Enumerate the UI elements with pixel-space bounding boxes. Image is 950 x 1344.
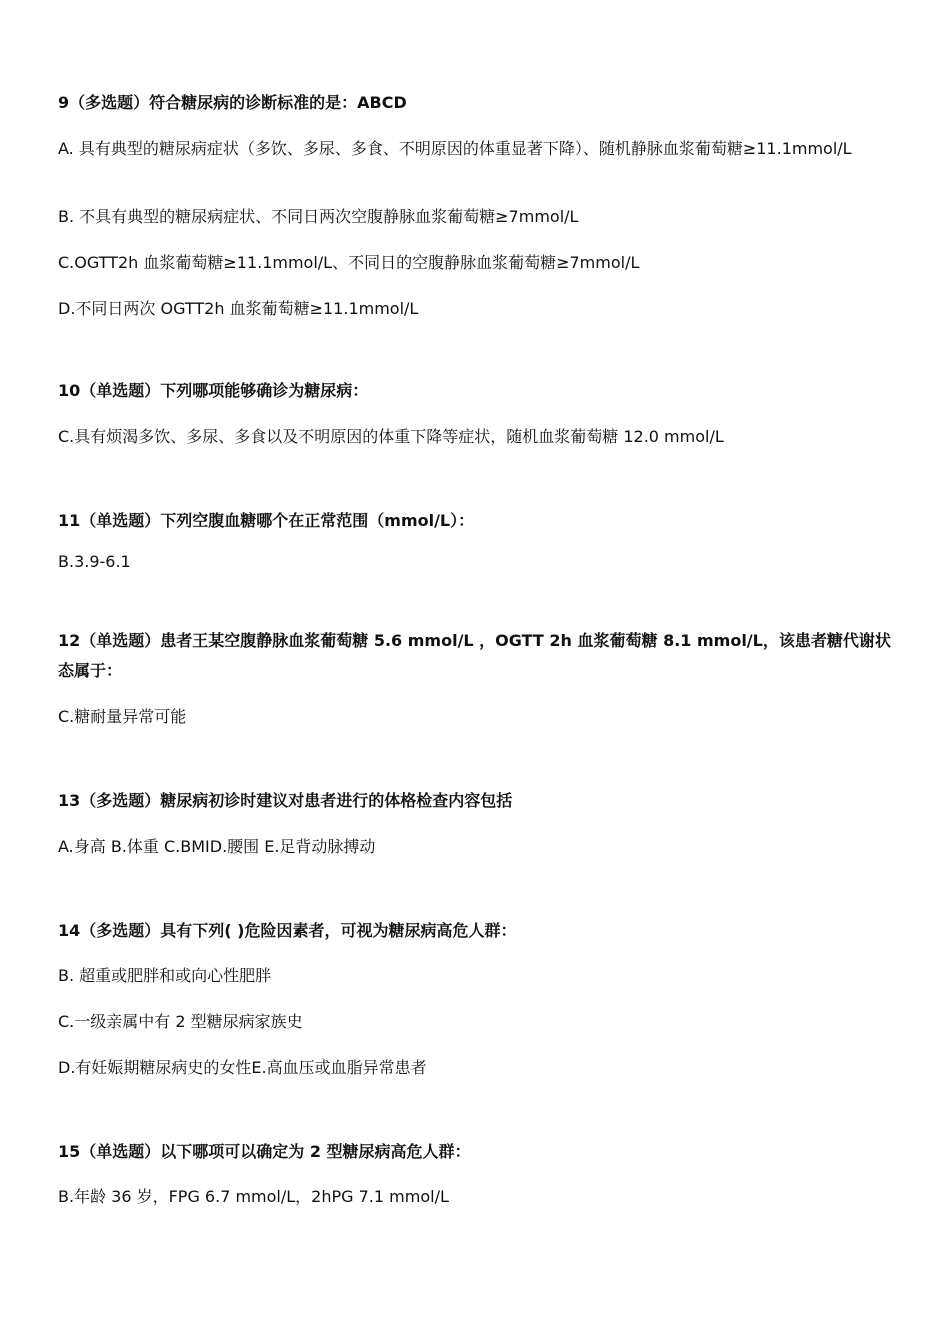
question-13 xyxy=(58,786,900,856)
option-d: D.不同日两次 OGTT2h 血浆葡萄糖≥11.1mmol/L xyxy=(58,299,419,318)
answer-option: C.糖耐量异常可能 xyxy=(58,707,187,726)
question-14 xyxy=(58,916,900,1077)
answer-option: C.具有烦渴多饮、多尿、多食以及不明原因的体重下降等症状，随机血浆葡萄糖 12.0 mmol/L xyxy=(58,427,724,446)
question-9 xyxy=(58,88,900,318)
question-12 xyxy=(58,626,900,726)
option-c: C.一级亲属中有 2 型糖尿病家族史 xyxy=(58,1012,303,1031)
option-b: B. 不具有典型的糖尿病症状、不同日两次空腹静脉血浆葡萄糖≥7mmol/L xyxy=(58,207,579,226)
answer-option: A.身高 B.体重 C.BMID.腰围 E.足背动脉搏动 xyxy=(58,837,376,856)
question-title: 15（单选题）以下哪项可以确定为 2 型糖尿病高危人群： xyxy=(58,1142,471,1161)
answer-option: B.年龄 36 岁，FPG 6.7 mmol/L，2hPG 7.1 mmol/L xyxy=(58,1187,449,1206)
question-11 xyxy=(58,506,900,571)
question-title: 14（多选题）具有下列( )危险因素者，可视为糖尿病高危人群： xyxy=(58,921,517,940)
question-title: 10（单选题）下列哪项能够确诊为糖尿病： xyxy=(58,381,369,400)
question-10 xyxy=(58,376,900,446)
option-c: C.OGTT2h 血浆葡萄糖≥11.1mmol/L、不同日的空腹静脉血浆葡萄糖≥7mmol/L xyxy=(58,253,640,272)
question-title: 12（单选题）患者王某空腹静脉血浆葡萄糖 5.6 mmol/L ，OGTT 2h 血浆葡萄糖 8.1 mmol/L，该患者糖代谢状态属于： xyxy=(58,631,891,680)
answer-option: B.3.9-6.1 xyxy=(58,552,131,571)
option-d: D.有妊娠期糖尿病史的女性￼E.高血压或血脂异常患者 xyxy=(58,1058,427,1077)
question-title: 13（多选题）糖尿病初诊时建议对患者进行的体格检查内容包括 xyxy=(58,791,513,810)
option-b: B. 超重或肥胖和或向心性肥胖 xyxy=(58,966,272,985)
question-15 xyxy=(58,1137,900,1206)
question-title: 9（多选题）符合糖尿病的诊断标准的是：ABCD xyxy=(58,93,407,112)
question-title: 11（单选题）下列空腹血糖哪个在正常范围（mmol/L）： xyxy=(58,511,475,530)
option-a: A. 具有典型的糖尿病症状（多饮、多尿、多食、不明原因的体重显著下降）、随机静脉血浆葡萄糖≥11.1mmol/L xyxy=(58,139,852,158)
